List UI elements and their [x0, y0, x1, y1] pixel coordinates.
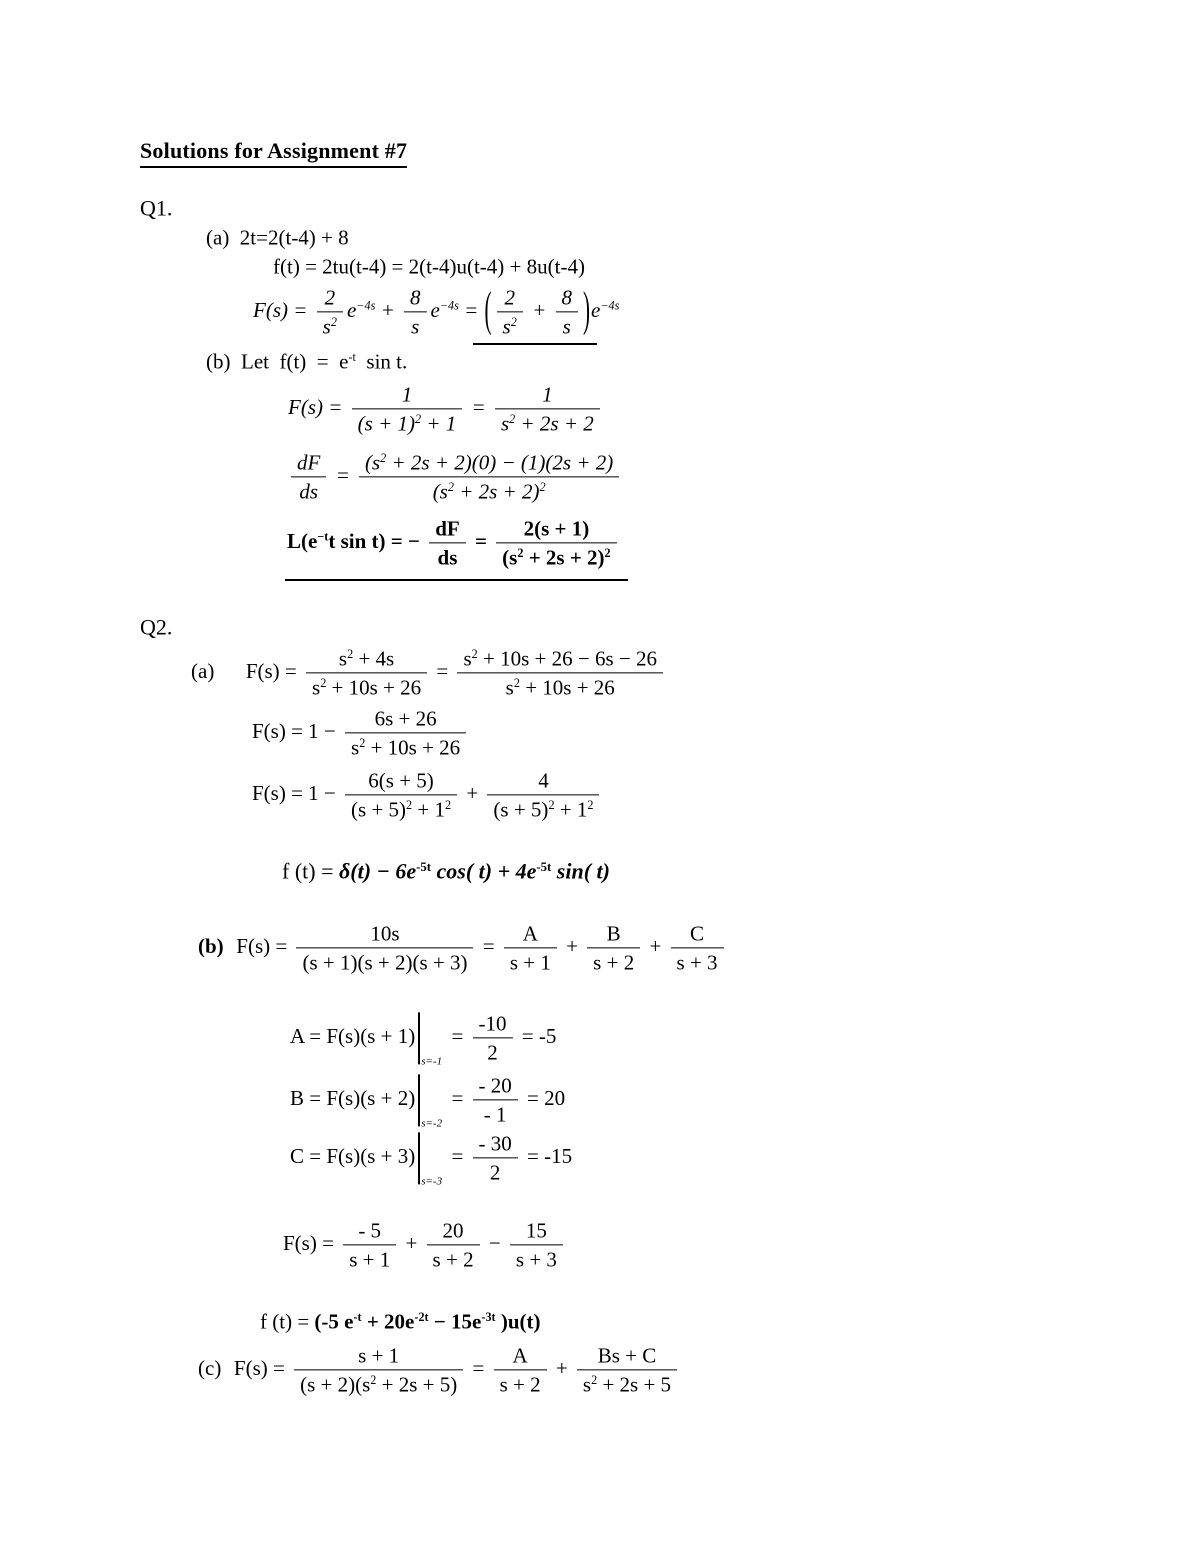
fraction	[291, 449, 326, 504]
fraction-numerator	[510, 1217, 563, 1245]
math-text: ds	[437, 545, 458, 570]
fraction	[457, 645, 663, 700]
fraction-numerator	[556, 284, 579, 312]
math-text: +	[560, 933, 584, 958]
superscript: 2	[444, 797, 452, 812]
evaluation-bar-line	[418, 1012, 420, 1064]
fraction-denominator	[494, 1371, 547, 1398]
evaluation-bar	[418, 1074, 443, 1129]
math-text: (s + 1)(s + 2)(s + 3)	[302, 950, 468, 975]
math-text: - 20	[478, 1073, 512, 1098]
math-text: = 20	[521, 1085, 566, 1110]
evaluation-subscript: s=-1	[421, 1055, 443, 1067]
math-text: F(s) =	[253, 297, 313, 322]
superscript: 2	[539, 479, 546, 494]
math-text: e	[591, 297, 601, 322]
math-text: (s	[432, 479, 448, 504]
math-text: =	[446, 1143, 469, 1168]
math-text: Q1.	[140, 195, 173, 221]
math-text: 6(s + 5)	[368, 768, 434, 793]
math-text: s	[338, 646, 348, 671]
superscript: -t	[348, 349, 356, 364]
fraction-numerator	[504, 920, 557, 948]
math-text: (s + 5)	[493, 797, 549, 822]
q1b-given	[206, 348, 407, 375]
math-text: - 5	[358, 1218, 382, 1243]
fraction-denominator	[345, 734, 466, 761]
superscript: 2	[330, 314, 337, 329]
superscript: 2	[359, 735, 366, 750]
math-text: 20	[442, 1218, 464, 1243]
superscript: 2	[447, 479, 454, 494]
superscript: −4s	[356, 298, 376, 313]
fraction-denominator	[577, 1371, 677, 1398]
fraction	[296, 920, 473, 975]
math-text: F(s) =	[283, 1230, 340, 1255]
math-text: A = F(s)(s + 1)	[290, 1023, 416, 1048]
math-text: s + 1	[509, 950, 551, 975]
math-text: (s	[502, 545, 518, 570]
math-text: +	[644, 933, 667, 958]
fraction-numerator	[495, 381, 600, 409]
math-text: −	[483, 1230, 506, 1255]
q2a-step3	[252, 767, 603, 822]
fraction-numerator	[343, 1217, 396, 1245]
superscript: 2	[517, 545, 524, 560]
fraction-numerator	[306, 645, 427, 673]
math-text: s	[502, 314, 511, 339]
math-text: 2	[504, 285, 515, 310]
math-text: (c)	[198, 1355, 222, 1380]
math-text: (a)	[191, 658, 215, 683]
math-text: s	[500, 411, 510, 436]
math-text: s	[312, 675, 321, 700]
fraction	[473, 1072, 518, 1127]
fraction-denominator	[343, 1246, 396, 1273]
math-text: (b)	[198, 933, 224, 958]
fraction	[671, 920, 724, 975]
superscript: 2	[406, 797, 413, 812]
fraction-numerator	[577, 1342, 677, 1370]
math-text: + 2s + 2)	[523, 545, 605, 570]
math-text: +	[526, 297, 552, 322]
evaluation-subscript: s=-3	[421, 1175, 443, 1187]
fraction-denominator	[294, 1371, 463, 1398]
math-text: (s + 5)	[351, 797, 407, 822]
math-text: + 10s + 26	[326, 675, 422, 700]
fraction	[473, 1130, 518, 1185]
math-text: =	[458, 297, 484, 322]
math-text: + 1	[412, 797, 445, 822]
fraction-denominator	[457, 674, 663, 701]
fraction-denominator	[487, 796, 599, 823]
superscript: −t	[317, 529, 329, 544]
q1-label	[140, 195, 172, 224]
fraction-denominator	[427, 1246, 480, 1273]
math-text: e	[430, 297, 440, 322]
math-text: + 2s + 2	[515, 411, 594, 436]
superscript: 2	[510, 314, 517, 329]
fraction-numerator	[457, 645, 663, 673]
q1b-step2	[287, 449, 623, 504]
math-text: +	[461, 780, 484, 805]
superscript: −4s	[600, 298, 620, 313]
fraction	[294, 1342, 463, 1397]
math-text: f (t) =	[282, 858, 339, 884]
fraction	[317, 284, 343, 339]
q1a-step2	[273, 253, 585, 280]
fraction	[345, 767, 457, 822]
fraction	[343, 1217, 396, 1272]
math-text: s	[562, 314, 571, 339]
fraction-denominator	[345, 796, 457, 823]
fraction-numerator	[473, 1072, 518, 1100]
math-text: F(s) =	[233, 1355, 291, 1380]
math-text: δ(t) − 6e	[339, 858, 417, 884]
math-text: + 1	[421, 411, 457, 436]
fraction-denominator	[510, 1246, 563, 1273]
fraction-denominator	[359, 478, 619, 505]
math-text: =	[431, 658, 454, 683]
math-text: = -15	[521, 1143, 573, 1168]
superscript: 2	[415, 411, 422, 426]
math-text: sin( t)	[551, 858, 610, 884]
math-text: 2	[324, 285, 336, 310]
math-text: 4	[538, 768, 549, 793]
math-text: =	[330, 462, 355, 487]
fraction-denominator	[504, 949, 557, 976]
math-text: - 1	[483, 1102, 507, 1127]
math-text: (s	[365, 450, 381, 475]
q1a-step3	[253, 281, 620, 339]
math-text: =	[467, 1355, 490, 1380]
fraction-denominator	[352, 410, 463, 437]
q2a-step1	[191, 645, 667, 700]
fraction	[587, 920, 640, 975]
math-text: F(s) = 1 −	[252, 718, 342, 743]
math-text: t sin t) = −	[328, 528, 426, 553]
fraction	[473, 1010, 513, 1065]
math-text: + 10s + 26	[365, 735, 461, 760]
math-text: + 2s + 2)	[453, 479, 540, 504]
superscript: 2	[380, 450, 387, 465]
math-text: 1	[542, 382, 553, 407]
fraction	[556, 284, 579, 339]
math-text: + 2s + 5)	[376, 1372, 458, 1397]
fraction-denominator	[317, 313, 343, 340]
math-text: dF	[297, 450, 321, 475]
fraction	[577, 1342, 677, 1397]
q2b-coeff-b	[290, 1072, 565, 1127]
fraction-denominator	[306, 674, 427, 701]
fraction-denominator	[556, 313, 579, 340]
document-title: Solutions for Assignment #7	[140, 138, 407, 168]
math-text: F(s) =	[288, 394, 348, 419]
fraction	[429, 515, 466, 570]
math-text: + 1	[554, 797, 588, 822]
big-parenthesis: (	[484, 281, 492, 337]
math-text: C = F(s)(s + 3)	[290, 1143, 416, 1168]
fraction-denominator	[587, 949, 640, 976]
fraction	[359, 449, 619, 504]
math-text: L(e	[287, 528, 318, 553]
math-text: dF	[435, 516, 460, 541]
superscript: 2	[587, 797, 594, 812]
math-text: (s + 1)	[357, 411, 416, 436]
math-text: )u(t)	[495, 1309, 541, 1334]
fraction-denominator	[496, 544, 616, 571]
fraction-denominator	[473, 1039, 513, 1066]
math-text: Bs + C	[597, 1343, 657, 1368]
q2a-step2	[252, 705, 470, 760]
fraction-denominator	[473, 1159, 518, 1186]
q2b-coeff-a	[290, 1010, 556, 1065]
math-text: 10s	[370, 921, 400, 946]
superscript: -3t	[481, 1309, 496, 1324]
fraction-numerator	[404, 284, 427, 312]
math-text: F(s) = 1 −	[252, 780, 342, 805]
fraction-numerator	[291, 449, 326, 477]
q1a-step1	[206, 224, 349, 251]
math-text: 2	[489, 1160, 501, 1185]
superscript: -5t	[536, 859, 552, 874]
fraction	[306, 645, 427, 700]
q2b-coeff-c	[290, 1130, 572, 1185]
math-text: F(s) =	[236, 933, 293, 958]
fraction-numerator	[487, 767, 599, 795]
math-text: s	[411, 314, 420, 339]
math-text: s	[582, 1372, 592, 1397]
q2b-result	[260, 1308, 541, 1335]
math-text: s + 2	[499, 1372, 541, 1397]
fraction-numerator	[473, 1010, 513, 1038]
superscript: 2	[471, 646, 478, 661]
fraction	[487, 767, 599, 822]
math-text: B	[606, 921, 621, 946]
math-text: s + 1	[349, 1247, 391, 1272]
math-text: A	[512, 1343, 528, 1368]
math-text: + 2s + 5	[597, 1372, 672, 1397]
math-text: + 10s + 26	[519, 675, 615, 700]
math-text: sin t.	[355, 349, 408, 374]
math-text: s	[463, 646, 472, 671]
math-text: e	[346, 297, 357, 322]
fraction-numerator	[671, 920, 724, 948]
math-text: + 2s + 2)(0) − (1)(2s + 2)	[386, 450, 614, 475]
fraction	[510, 1217, 563, 1272]
fraction-denominator	[296, 949, 473, 976]
fraction-numerator	[317, 284, 343, 312]
fraction-numerator	[429, 515, 466, 543]
math-text: 15	[525, 1218, 547, 1243]
superscript: -t	[353, 1309, 362, 1324]
fraction-numerator	[345, 767, 457, 795]
math-text: (-5 e	[314, 1309, 354, 1334]
superscript: 2	[513, 675, 520, 690]
math-text: =	[466, 394, 491, 419]
fraction	[504, 920, 557, 975]
q2c-setup	[198, 1342, 681, 1397]
superscript: 2	[548, 797, 555, 812]
fraction	[496, 515, 616, 570]
superscript: −4s	[439, 298, 459, 313]
fraction-numerator	[497, 284, 523, 312]
superscript: 2	[591, 1372, 598, 1387]
math-text: =	[477, 933, 500, 958]
fraction	[404, 284, 427, 339]
math-text: s + 2	[593, 950, 635, 975]
math-text: (a) 2t=2(t-4) + 8	[206, 225, 349, 250]
fraction-numerator	[294, 1342, 463, 1370]
q1b-result-underline	[285, 579, 628, 581]
math-text: − 15e	[428, 1309, 482, 1334]
math-text: Q2.	[140, 614, 173, 640]
fraction-numerator	[473, 1130, 518, 1158]
fraction-numerator	[496, 515, 616, 543]
math-text: s + 3	[676, 950, 718, 975]
superscript: 2	[509, 411, 516, 426]
math-text: = -5	[516, 1023, 557, 1048]
fraction-denominator	[671, 949, 724, 976]
math-text: s + 3	[515, 1247, 557, 1272]
evaluation-bar-line	[418, 1074, 420, 1126]
math-text: s + 2	[432, 1247, 474, 1272]
q2a-result	[282, 858, 610, 887]
math-text: 2(s + 1)	[523, 516, 590, 541]
math-text: +	[375, 297, 400, 322]
math-text: 8	[410, 285, 421, 310]
fraction-denominator	[291, 478, 326, 505]
superscript: -5t	[416, 859, 432, 874]
q1b-result	[287, 515, 621, 570]
q2b-setup	[198, 920, 728, 975]
fraction-numerator	[587, 920, 640, 948]
fraction-denominator	[473, 1101, 518, 1128]
fraction-denominator	[404, 313, 427, 340]
evaluation-subscript: s=-2	[421, 1117, 443, 1129]
fraction-denominator	[495, 410, 600, 437]
q1a-result-underline	[473, 343, 597, 345]
math-text: (b) Let f(t) = e	[206, 349, 349, 374]
fraction-numerator	[494, 1342, 547, 1370]
math-text: =	[446, 1085, 469, 1110]
fraction	[427, 1217, 480, 1272]
math-text: A	[522, 921, 538, 946]
math-text: =	[469, 528, 493, 553]
fraction-denominator	[429, 544, 466, 571]
math-text: + 20e	[361, 1309, 415, 1334]
evaluation-bar	[418, 1012, 443, 1067]
math-text: s	[322, 314, 331, 339]
fraction-numerator	[359, 449, 619, 477]
superscript: 2	[604, 545, 611, 560]
math-text: -10	[478, 1011, 507, 1036]
math-text: 2	[487, 1040, 498, 1065]
evaluation-bar	[418, 1132, 443, 1187]
math-text: 1	[401, 382, 413, 407]
fraction-numerator	[345, 705, 466, 733]
q2-label	[140, 614, 172, 643]
q1b-step1	[288, 381, 604, 436]
math-text: F(s) =	[245, 658, 302, 683]
math-text: =	[446, 1023, 469, 1048]
math-text: (s + 2)(s	[300, 1372, 371, 1397]
evaluation-bar-line	[418, 1132, 420, 1184]
math-text: +	[550, 1355, 573, 1380]
math-text: 8	[561, 285, 572, 310]
fraction-numerator	[427, 1217, 480, 1245]
superscript: 2	[370, 1372, 377, 1387]
math-text: - 30	[478, 1131, 512, 1156]
math-text: B = F(s)(s + 2)	[290, 1085, 416, 1110]
math-text: C	[690, 921, 705, 946]
fraction	[345, 705, 466, 760]
fraction	[352, 381, 463, 436]
superscript: 2	[347, 646, 354, 661]
math-text: + 4s	[353, 646, 395, 671]
superscript: 2	[320, 675, 327, 690]
math-text: +	[400, 1230, 423, 1255]
math-text: cos( t) + 4e	[431, 858, 537, 884]
fraction	[495, 381, 600, 436]
math-text: f(t) = 2tu(t-4) = 2(t-4)u(t-4) + 8u(t-4)	[273, 254, 585, 279]
fraction-numerator	[352, 381, 463, 409]
fraction	[497, 284, 523, 339]
big-parenthesis: )	[583, 281, 590, 337]
math-text: + 10s + 26 − 6s − 26	[477, 646, 657, 671]
math-text: s	[351, 735, 360, 760]
fraction-numerator	[296, 920, 473, 948]
math-text: s	[505, 675, 514, 700]
superscript: -2t	[414, 1309, 429, 1324]
fraction	[494, 1342, 547, 1397]
q2b-expanded	[283, 1217, 567, 1272]
math-text: s + 1	[358, 1343, 400, 1368]
math-text: f (t) =	[260, 1309, 315, 1334]
math-text: ds	[299, 479, 318, 504]
fraction-denominator	[497, 313, 523, 340]
math-text: 6s + 26	[374, 706, 437, 731]
